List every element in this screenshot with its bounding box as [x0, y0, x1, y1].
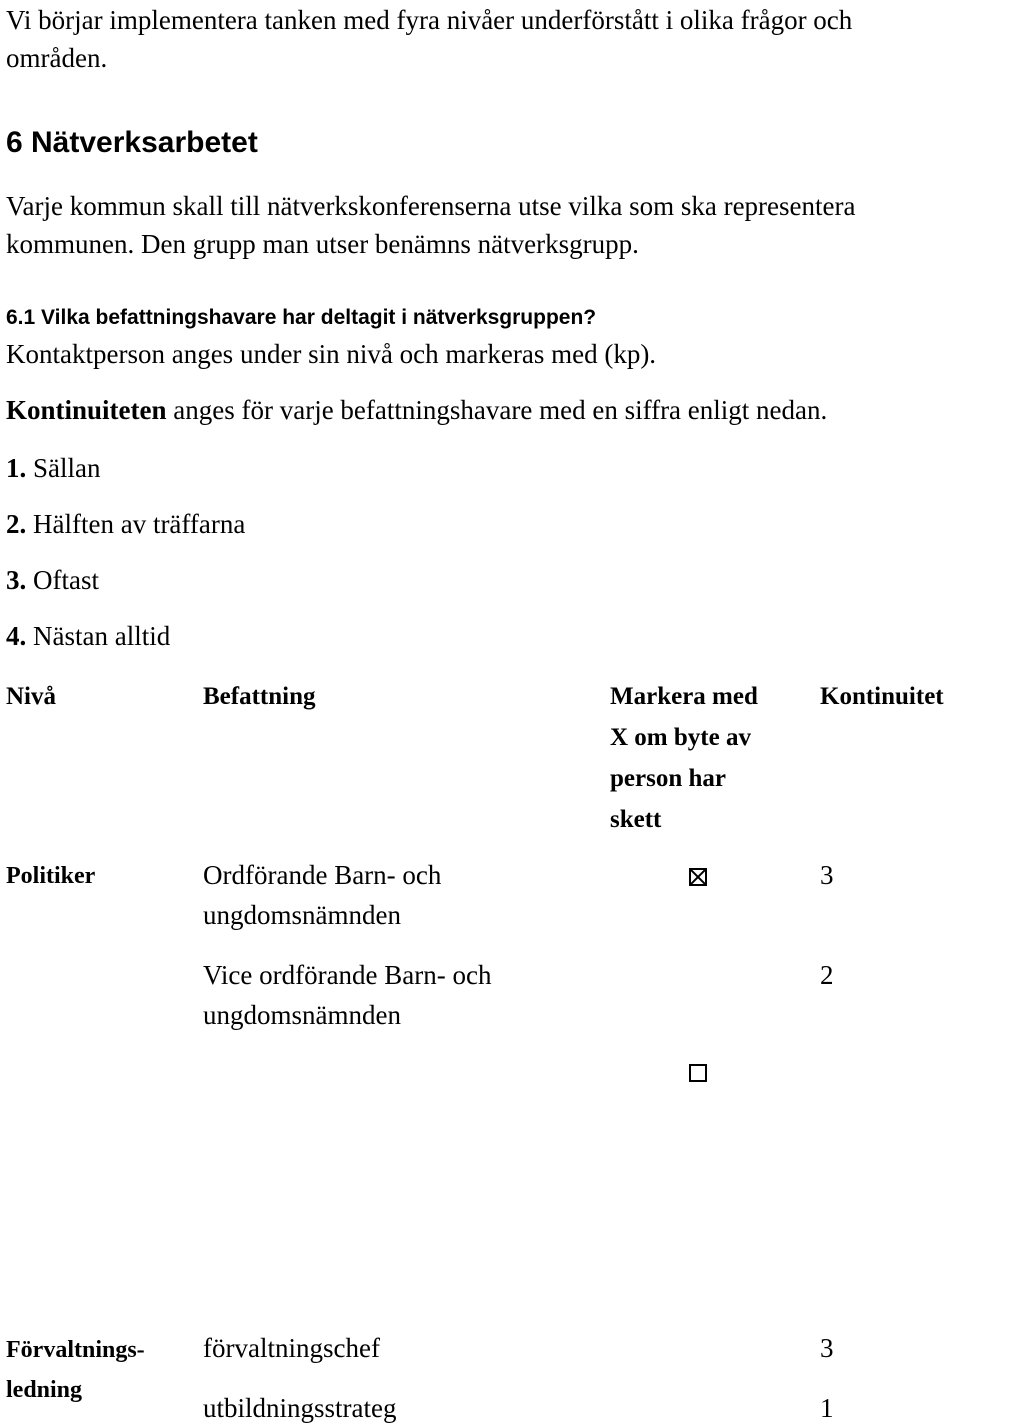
intro-line-1: Vi börjar implementera tanken med fyra nivåer underförstått i olika frågor och: [6, 5, 853, 35]
row-continuity: 3: [820, 860, 834, 890]
scale-item-number: 1.: [6, 453, 27, 483]
scale-item-number: 2.: [6, 509, 27, 539]
row-position-line-1: Vice ordförande Barn- och: [203, 960, 492, 990]
section-paragraph-line-1: Varje kommun skall till nätverkskonferenserna utse vilka som ska representera: [6, 191, 856, 221]
row-level-line-2: ledning: [6, 1377, 83, 1403]
row-position-line-2: ungdomsnämnden: [203, 900, 401, 930]
continuity-note: [6, 390, 827, 430]
row-position-line-2: ungdomsnämnden: [203, 1000, 401, 1030]
row-continuity: 1: [820, 1393, 834, 1423]
scale-item-4: [6, 616, 170, 656]
row-level-politiker: Politiker: [6, 863, 96, 889]
subsection-title: 6.1 Vilka befattningshavare har deltagit i nätverksgruppen?: [6, 306, 597, 329]
change-checkbox-unchecked[interactable]: [689, 1064, 707, 1082]
row-continuity: 2: [820, 960, 834, 990]
scale-item-2: [6, 504, 245, 544]
continuity-note-bold: Kontinuiteten: [6, 395, 167, 425]
row-continuity: 3: [820, 1333, 834, 1363]
header-mark-line-4: skett: [610, 806, 662, 833]
row-position-line-1: Ordförande Barn- och: [203, 860, 442, 890]
scale-item-number: 3.: [6, 565, 27, 595]
intro-line-2: områden.: [6, 43, 108, 73]
header-mark-line-2: X om byte av: [610, 724, 751, 751]
scale-item-label: Sällan: [26, 453, 101, 483]
row-position: utbildningsstrateg: [203, 1393, 397, 1423]
header-mark-line-1: Markera med: [610, 683, 758, 710]
scale-item-label: Nästan alltid: [26, 621, 171, 651]
header-level: Nivå: [6, 683, 56, 710]
row-level-line-1: Förvaltnings-: [6, 1337, 145, 1363]
scale-item-label: Oftast: [26, 565, 99, 595]
header-position: Befattning: [203, 683, 316, 710]
scale-item-number: 4.: [6, 621, 27, 651]
scale-item-label: Hälften av träffarna: [26, 509, 246, 539]
scale-item-3: [6, 560, 99, 600]
row-position: förvaltningschef: [203, 1333, 380, 1363]
section-paragraph-line-2: kommunen. Den grupp man utser benämns nätverksgrupp.: [6, 229, 639, 259]
check-x-icon: [691, 870, 705, 884]
change-checkbox-checked[interactable]: [689, 868, 707, 886]
header-mark-line-3: person har: [610, 765, 726, 792]
contact-note: Kontaktperson anges under sin nivå och markeras med (kp).: [6, 339, 657, 369]
header-continuity: Kontinuitet: [820, 683, 944, 710]
section-title: 6 Nätverksarbetet: [6, 126, 258, 159]
continuity-note-rest: anges för varje befattningshavare med en siffra enligt nedan.: [166, 395, 828, 425]
scale-item-1: [6, 448, 101, 488]
